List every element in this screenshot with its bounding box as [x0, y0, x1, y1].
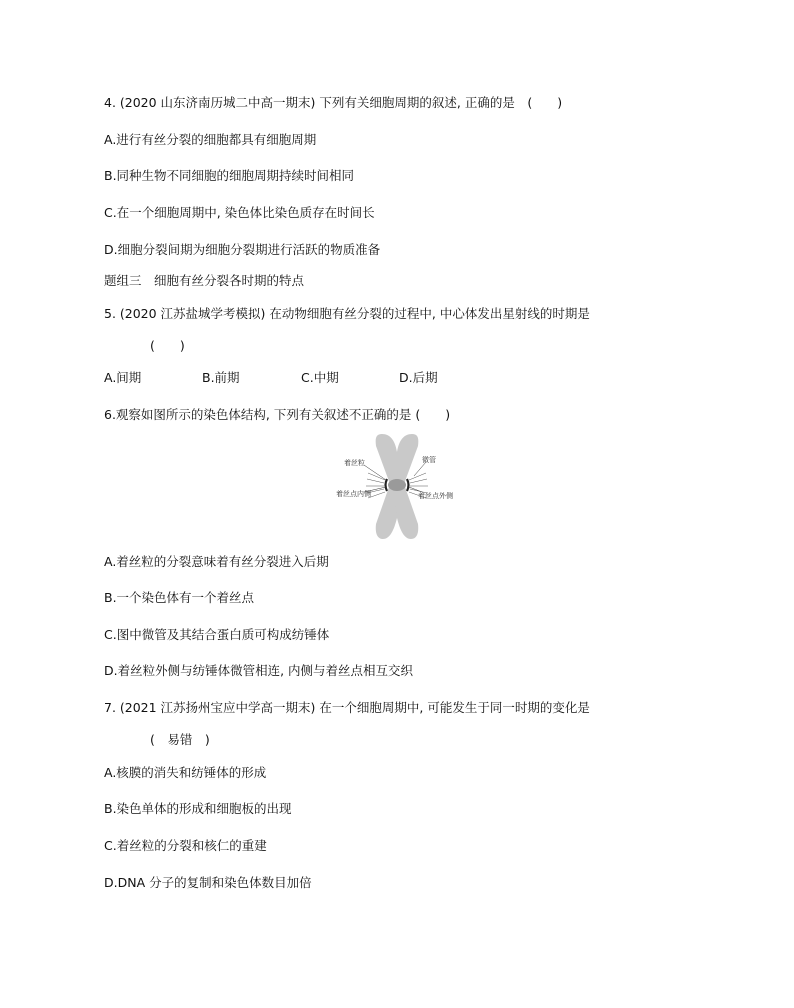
q7-option-d: D.DNA 分子的复制和染色体数目加倍: [104, 875, 312, 890]
q5-options: [104, 369, 564, 387]
q4-option-d: D.细胞分裂间期为细胞分裂期进行活跃的物质准备: [104, 242, 381, 257]
q5-option-d: D.后期: [399, 370, 438, 385]
q7-option-c: C.着丝粒的分裂和核仁的重建: [104, 838, 267, 853]
q5-stem: 5. (2020 江苏盐城学考模拟) 在动物细胞有丝分裂的过程中, 中心体发出星射线的时期是: [104, 306, 590, 321]
kinetochore-left: [386, 479, 388, 491]
q7-stem: 7. (2021 江苏扬州宝应中学高一期末) 在一个细胞周期中, 可能发生于同一时期的变化是: [104, 700, 590, 715]
q6-stem: 6.观察如图所示的染色体结构, 下列有关叙述不正确的是 ( ): [104, 407, 451, 422]
q7-option-a: A.核膜的消失和纺锤体的形成: [104, 765, 267, 780]
q6-option-c: C.图中微管及其结合蛋白质可构成纺锤体: [104, 627, 330, 642]
label-microtubule: 微管: [422, 456, 436, 464]
q4-option-c: C.在一个细胞周期中, 染色体比染色质存在时间长: [104, 205, 375, 220]
q6-option-a: A.着丝粒的分裂意味着有丝分裂进入后期: [104, 554, 329, 569]
q6-option-d: D.着丝粒外侧与纺锤体微管相连, 内侧与着丝点相互交织: [104, 663, 414, 678]
q7-answer-paren: ( 易错 ): [150, 732, 210, 747]
chromosome-figure: [330, 432, 460, 542]
label-kinetochore-outer: 着丝点外侧: [418, 492, 453, 500]
kinetochore-right: [407, 479, 409, 491]
q5-option-a: A.间期: [104, 370, 142, 385]
q4-option-b: B.同种生物不同细胞的细胞周期持续时间相同: [104, 168, 355, 183]
q5-answer-paren: ( ): [150, 338, 185, 353]
q5-option-b: B.前期: [202, 370, 240, 385]
label-kinetochore-inner: 着丝点内侧: [336, 490, 371, 498]
q6-option-b: B.一个染色体有一个着丝点: [104, 590, 255, 605]
centromere: [388, 479, 406, 491]
q5-option-c: C.中期: [301, 370, 339, 385]
q4-option-a: A.进行有丝分裂的细胞都具有细胞周期: [104, 132, 317, 147]
q4-stem: 4. (2020 山东济南历城二中高一期末) 下列有关细胞周期的叙述, 正确的是 ( ): [104, 95, 563, 110]
label-centromere: 着丝粒: [344, 459, 365, 467]
section-title: 题组三 细胞有丝分裂各时期的特点: [104, 273, 305, 288]
q7-option-b: B.染色单体的形成和细胞板的出现: [104, 801, 292, 816]
